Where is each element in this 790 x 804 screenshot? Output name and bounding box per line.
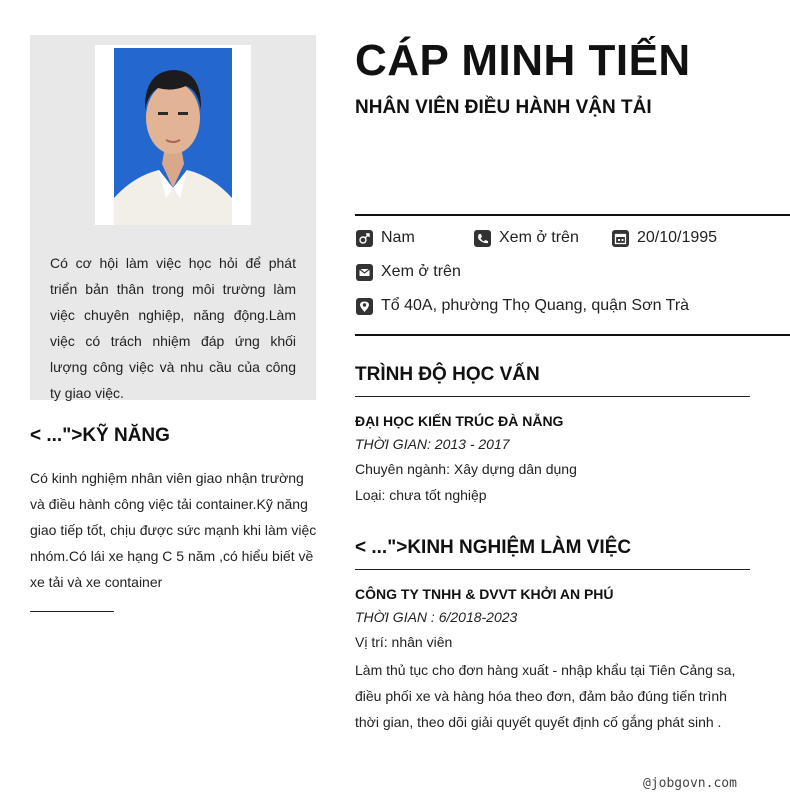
contact-address: Tổ 40A, phường Thọ Quang, quận Sơn Trà [356,297,689,315]
contact-gender: Nam [356,229,415,247]
experience-heading: < ...">KINH NGHIỆM LÀM VIỆC [355,537,632,558]
calendar-icon [612,230,629,247]
skills-heading: < ...">KỸ NĂNG [30,425,170,446]
contact-phone: Xem ở trên [474,229,579,247]
candidate-name: CÁP MINH TIẾN [355,36,691,85]
experience-divider [355,569,750,570]
profile-photo [114,48,232,225]
phone-icon [474,230,491,247]
experience-company: CÔNG TY TNHH & DVVT KHỞI AN PHÚ [355,586,614,602]
location-icon [356,298,373,315]
candidate-job-title: NHÂN VIÊN ĐIỀU HÀNH VẬN TẢI [355,97,652,118]
education-major: Chuyên ngành: Xây dựng dân dụng [355,461,577,477]
education-school: ĐẠI HỌC KIẾN TRÚC ĐÀ NẴNG [355,413,564,429]
education-heading: TRÌNH ĐỘ HỌC VẤN [355,364,540,385]
contact-email: Xem ở trên [356,263,461,281]
profile-panel [30,35,316,400]
experience-time: THỜI GIAN : 6/2018-2023 [355,609,518,625]
contact-divider-bottom [355,334,790,336]
education-type: Loại: chưa tốt nghiệp [355,487,487,503]
education-time: THỜI GIAN: 2013 - 2017 [355,436,510,452]
experience-description: Làm thủ tục cho đơn hàng xuất - nhập khẩu tại Tiên Cảng sa, điều phối xe và hàng hóa theo đơn, đảm bảo đúng tiến trình thời gian, theo dõi giải quyết quyết định cố gắng phát sinh . [355,662,736,730]
skills-divider [30,611,114,612]
contact-divider-top [355,214,790,216]
experience-position: Vị trí: nhân viên [355,634,453,650]
photo-frame [95,45,251,225]
career-objective: Có cơ hội làm việc học hỏi để phát triển bản thân trong môi trường làm việc chuyên nghiệp, năng động.Làm việc có trách nhiệm đáp ứng khối lượng công việc và nhu cầu của công ty giao việc. [50,255,296,401]
contact-birthday: 20/10/1995 [612,229,717,247]
gender-icon [356,230,373,247]
skills-text: Có kinh nghiệm nhân viên giao nhận trường và điều hành công việc tải container.Kỹ năng giao tiếp tốt, chịu được sức mạnh khi làm việc nhóm.Có lái xe hạng C 5 năm ,có hiểu biết về xe tải và xe container [30,470,317,590]
watermark: @jobgovn.com [643,776,737,791]
email-icon [356,264,373,281]
education-divider [355,396,750,397]
